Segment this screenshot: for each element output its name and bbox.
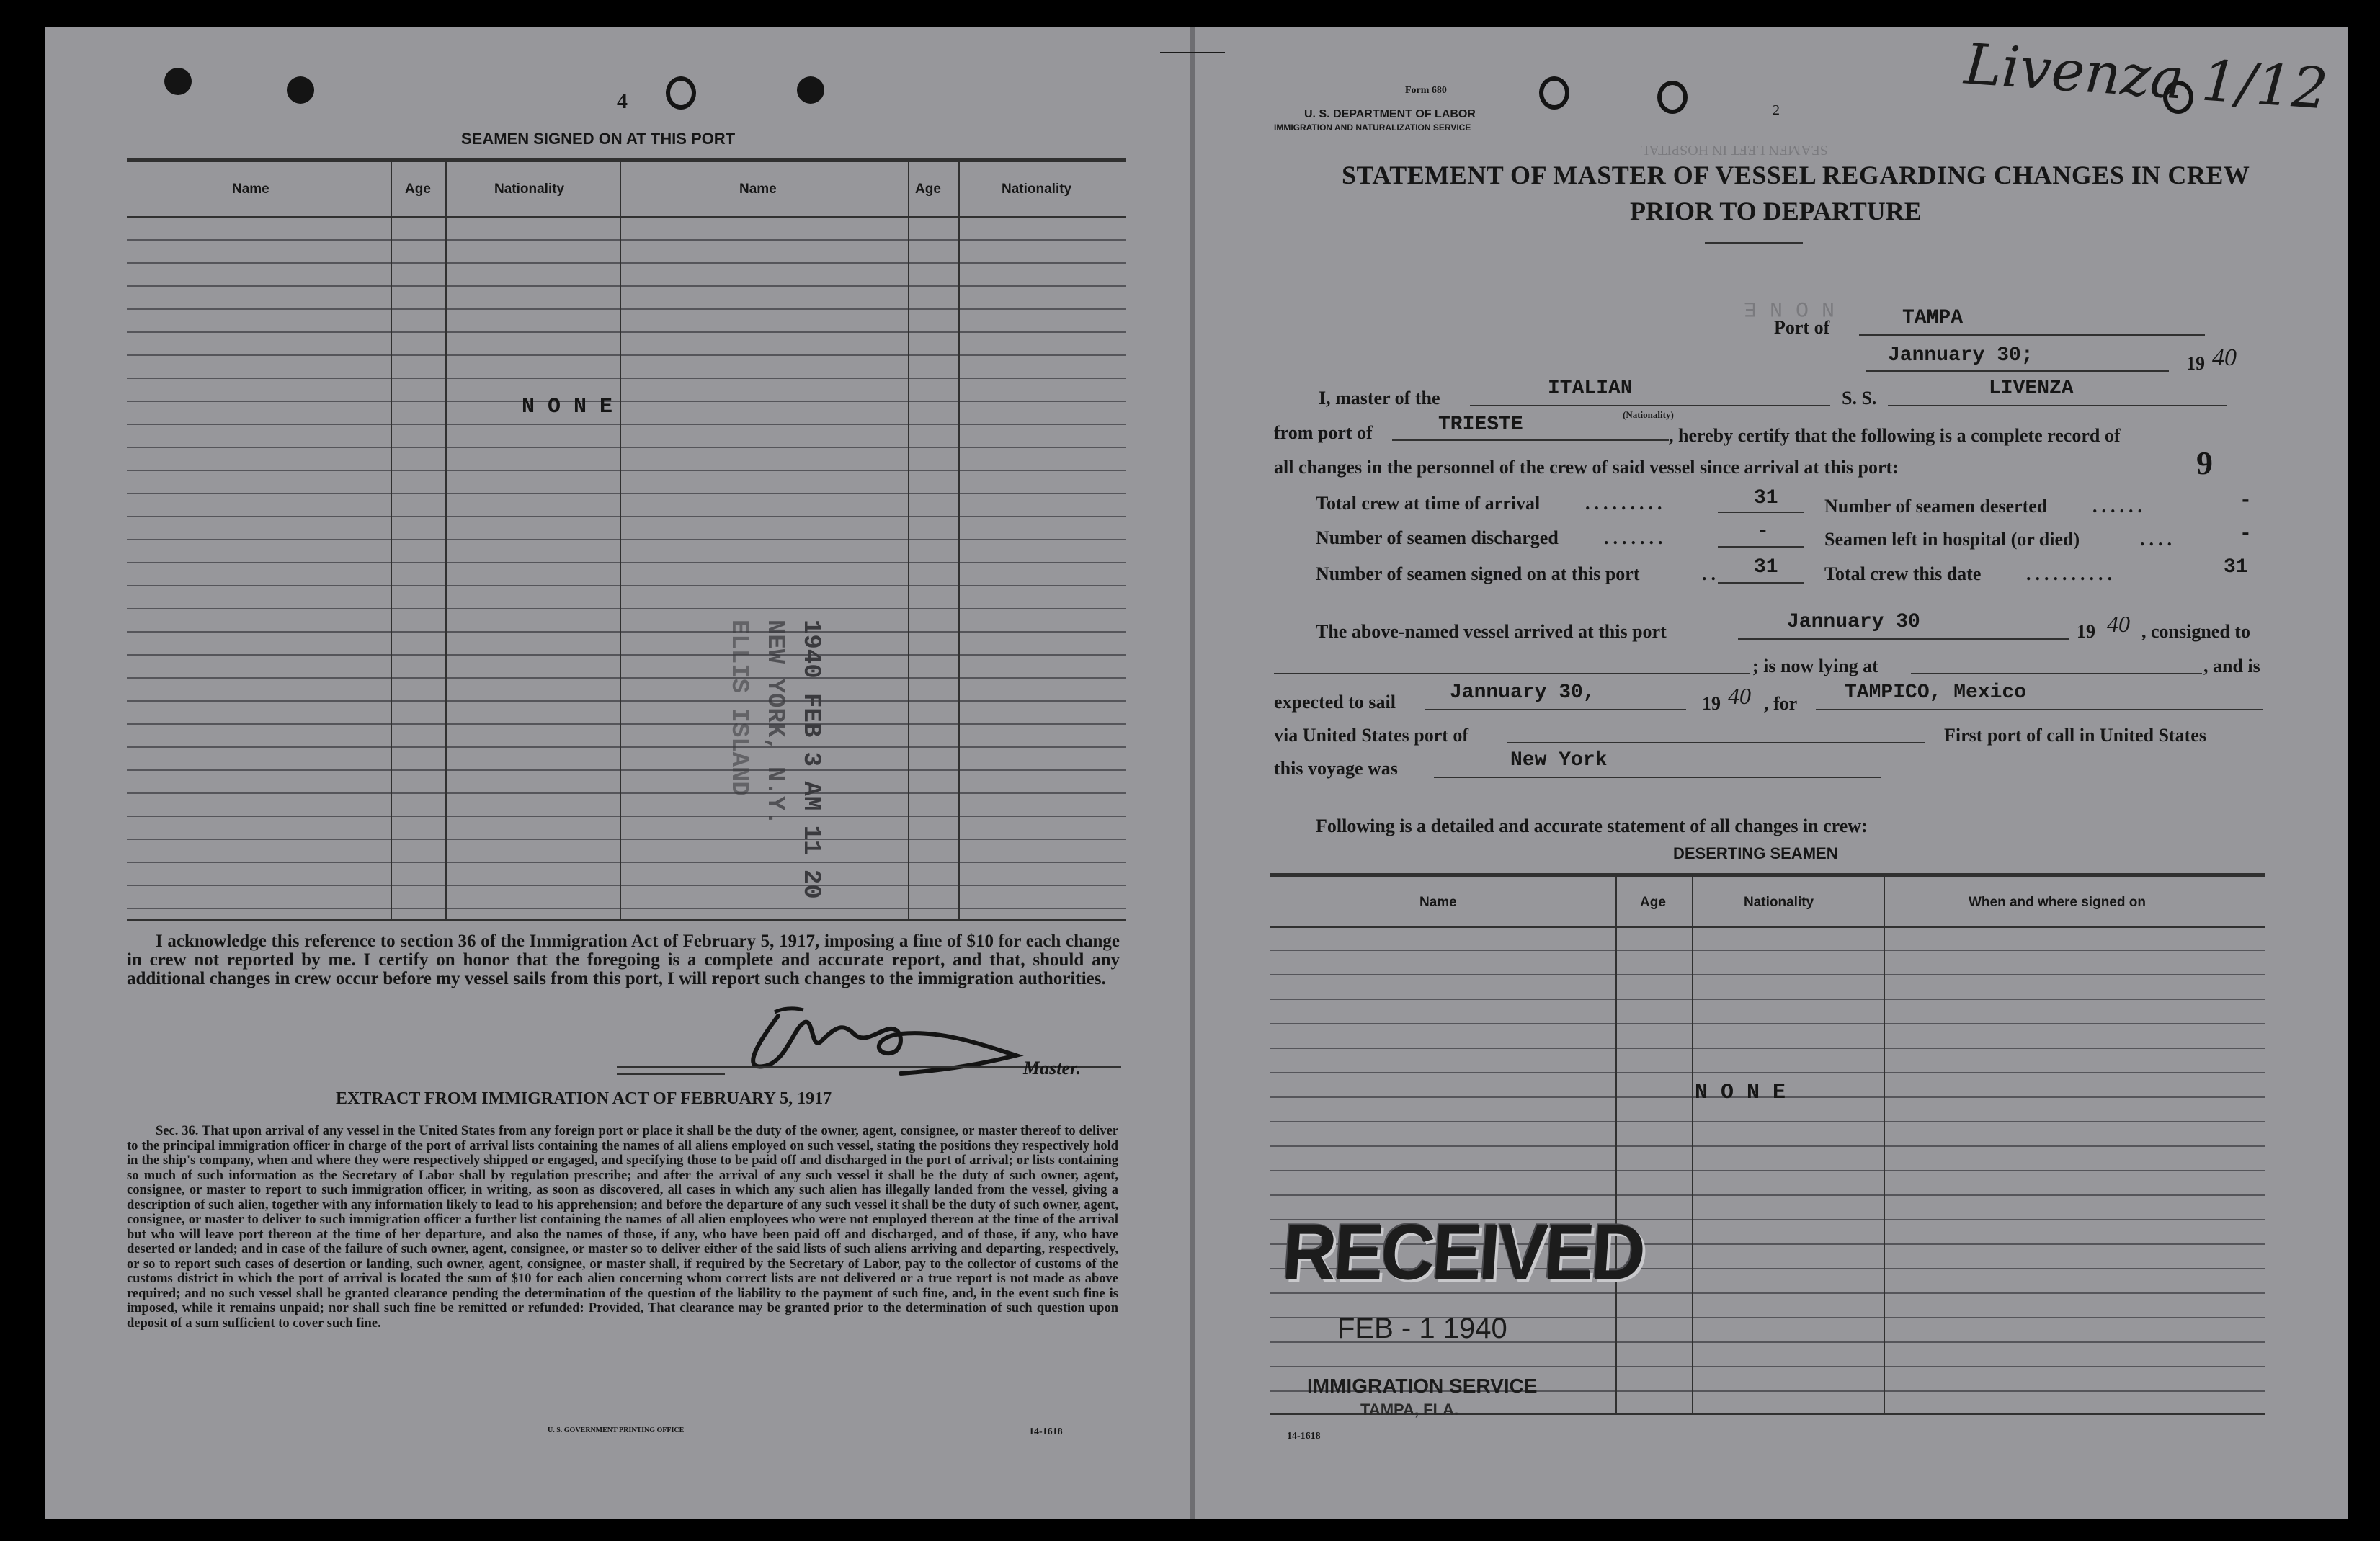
col-divider <box>620 160 621 919</box>
ruled-line <box>127 447 1126 448</box>
year-suffix: 40 <box>2212 344 2237 371</box>
title-underline <box>1705 242 1803 244</box>
certify-text-2: all changes in the personnel of the crew of said vessel since arrival at this port: <box>1274 457 1899 478</box>
via-line <box>1507 742 1925 743</box>
stat-hospital-value: - <box>2239 523 2252 545</box>
form-title: STATEMENT OF MASTER OF VESSEL REGARDING CHANGES IN CREW <box>1342 161 2250 189</box>
date-value: Jannuary 30; <box>1888 344 2033 367</box>
signature-line-2 <box>617 1073 725 1075</box>
arrived-date: Jannuary 30 <box>1787 611 1920 633</box>
service: IMMIGRATION AND NATURALIZATION SERVICE <box>1274 122 1471 133</box>
table-head-rule <box>127 216 1126 218</box>
ruled-line <box>1270 1121 2265 1122</box>
punch-hole <box>287 76 314 104</box>
ruled-line <box>127 816 1126 817</box>
page-number: 2 <box>1773 102 1780 118</box>
ruled-line <box>127 631 1126 633</box>
lying-at-line <box>1911 673 2202 674</box>
stat-line <box>1718 582 1804 584</box>
col-header-name: Name <box>232 182 269 197</box>
ruled-line <box>127 608 1126 609</box>
from-port-line <box>1392 439 1669 441</box>
ruled-line <box>127 401 1126 402</box>
extract-text: Sec. 36. That upon arrival of any vessel in the United States from any foreign port or place it shall be the duty of the owner, agent, consignee, or master thereof to deliver to the principal immigration officer in charge of the port of arrival lists containing the names of all aliens employed on such vessel, stating the positions they respectively hold in the ship's company, when and where they were respectively shipped or engaged, and specifying those to be paid off and discharged in the port of arrival; or lists containing so much of such information as the Secretary of Labor shall by regulation prescribe; and after the arrival of any such vessel it shall be the duty of such owner, agent, consignee, or master to report to such immigration officer, in writing, as soon as discovered, all cases in which any such alien has illegally landed from the vessel, giving a description of such alien, together with any information likely to lead to his apprehension; and before the departure of any such vessel it shall be the duty of such owner, agent, consignee, or master to deliver to such immigration officer a further list containing the names of all alien employees who were not employed thereon at the time of the arrival but who will leave port thereon at the time of her departure, and also the names of those, if any, who have been paid off and discharged, and of those, if any, who have deserted or landed; and in case of the failure of such owner, agent, consignee, or master so to deliver either of the said lists of such aliens arriving and departing, respectively, or so to report such cases of desertion or landing, such owner, agent, consignee, or master shall, if required by the Secretary of Labor, pay to the collector of customs of the customs district in which the port of arrival is located the sum of $10 for each alien concerning whom correct lists are not delivered or a true report is not made as above required; and no such vessel shall be granted clearance pending the determination of the question of the liability to the payment of such fine, and, in the event such fine is imposed, while it remains unpaid; nor shall such fine be remitted or refunded: Provided, That clearance may be granted prior to the determination of such question upon deposit of a sum sufficient to cover such fine. <box>127 1124 1118 1331</box>
ruled-line <box>127 285 1126 287</box>
show-through-entry: N O N E <box>1744 295 1835 320</box>
punch-hole <box>1539 76 1569 110</box>
ruled-line <box>1270 974 2265 975</box>
stat-discharged-value: - <box>1757 520 1769 542</box>
stamp-place: NEW YORK, N.Y. <box>761 620 788 826</box>
sail-date-line <box>1425 709 1686 710</box>
form-code: 14-1618 <box>1029 1426 1063 1437</box>
master-of-label: I, master of the <box>1319 388 1440 408</box>
col-header-nationality: Nationality <box>1744 895 1814 910</box>
dot-leader: .. <box>1702 563 1720 584</box>
ruled-line <box>127 354 1126 356</box>
ruled-line <box>1270 1194 2265 1196</box>
ruled-line <box>1270 1170 2265 1171</box>
extract-title: EXTRACT FROM IMMIGRATION ACT OF FEBRUARY 5, 1917 <box>336 1089 832 1108</box>
ruled-line <box>127 654 1126 656</box>
port-value: TAMPA <box>1902 307 1964 329</box>
via-label: via United States port of <box>1274 725 1469 746</box>
table-head-rule <box>1270 926 2265 928</box>
col-header-nationality: Nationality <box>494 182 565 197</box>
consigned-label: , consigned to <box>2141 621 2250 642</box>
ruled-line <box>127 239 1126 241</box>
stat-total-arrival-label: Total crew at time of arrival <box>1316 493 1541 514</box>
ruled-line <box>127 908 1126 909</box>
col-header-name: Name <box>1419 895 1457 910</box>
acknowledgment-text: I acknowledge this reference to section 36 of the Immigration Act of February 5, 1917, imposing a fine of $10 for each change in crew not reported by me. I certify on honor that the foregoing is a complete and accurate report, and that, should any additional changes in crew occur before my vessel sails from this port, I will report such changes to the immigration authorities. <box>127 932 1120 988</box>
none-entry: N O N E <box>1695 1081 1786 1105</box>
table-top-rule <box>1270 873 2265 877</box>
dot-leader: .... <box>2140 529 2176 550</box>
nationality-caption: (Nationality) <box>1623 409 1674 420</box>
ruled-line <box>127 308 1126 310</box>
dot-leader: ...... <box>2092 496 2147 517</box>
col-divider <box>445 160 447 919</box>
col-header-age: Age <box>915 182 941 197</box>
department: U. S. DEPARTMENT OF LABOR <box>1304 108 1476 120</box>
col-divider <box>908 160 909 919</box>
expected-label: expected to sail <box>1274 692 1396 713</box>
deserting-title: DESERTING SEAMEN <box>1673 844 1838 862</box>
port-line <box>1859 334 2205 336</box>
ss-label: S. S. <box>1842 388 1877 408</box>
col-header-name: Name <box>739 182 777 197</box>
from-port-value: TRIESTE <box>1438 414 1523 436</box>
sail-year-suffix: 40 <box>1728 683 1751 709</box>
following-text: Following is a detailed and accurate statement of all changes in crew: <box>1316 816 1868 836</box>
ruled-line <box>127 723 1126 725</box>
destination: TAMPICO, Mexico <box>1845 682 2027 704</box>
master-signature <box>735 1001 1038 1081</box>
col-divider <box>958 160 960 919</box>
port-label: Port of <box>1774 317 1830 338</box>
col-header-age: Age <box>1640 895 1666 910</box>
voyage-label: this voyage was <box>1274 758 1398 779</box>
punch-hole <box>164 68 192 95</box>
sail-year-prefix: 19 <box>1702 693 1721 714</box>
lying-at-label: ; is now lying at <box>1752 656 1878 676</box>
stat-total-arrival-value: 31 <box>1754 487 1778 509</box>
ruled-line <box>1270 1048 2265 1049</box>
ruled-line <box>127 677 1126 679</box>
ruled-line <box>127 539 1126 540</box>
punch-hole <box>797 76 824 104</box>
ruled-line <box>1270 950 2265 951</box>
ruled-line <box>127 746 1126 748</box>
stat-signed-on-value: 31 <box>1754 556 1778 579</box>
stat-line <box>1718 546 1804 548</box>
ruled-line <box>1270 1072 2265 1073</box>
col-header-age: Age <box>405 182 431 197</box>
dot-leader: ......... <box>1585 493 1667 514</box>
page-number: 4 <box>617 89 628 113</box>
form-subtitle: PRIOR TO DEPARTURE <box>1630 197 1922 225</box>
certify-text: , hereby certify that the following is a complete record of <box>1669 425 2121 446</box>
stamp-station: ELLIS ISLAND <box>725 620 752 796</box>
ruled-line <box>127 331 1126 333</box>
nationality-value: ITALIAN <box>1548 378 1633 400</box>
consignee-line <box>1274 673 1750 674</box>
form-code: 14-1618 <box>1287 1431 1321 1442</box>
arrived-year-suffix: 40 <box>2107 611 2130 637</box>
col-divider <box>1884 875 1885 1413</box>
stat-signed-on-label: Number of seamen signed on at this port <box>1316 563 1640 584</box>
vessel-value: LIVENZA <box>1989 378 2074 400</box>
stat-total-date-label: Total crew this date <box>1824 563 1982 584</box>
ruled-line <box>127 700 1126 702</box>
ruled-line <box>1270 1145 2265 1147</box>
none-entry: N O N E <box>522 395 613 419</box>
ruled-line <box>127 378 1126 379</box>
first-port-label: First port of call in United States <box>1944 725 2206 746</box>
ruled-line <box>127 470 1126 471</box>
stat-discharged-label: Number of seamen discharged <box>1316 527 1559 548</box>
table-bottom-rule <box>127 919 1126 921</box>
show-through-heading: SEAMEN LEFT IN HOSPITAL <box>1640 142 1828 158</box>
crop-mark <box>1160 52 1225 53</box>
ruled-line <box>127 839 1126 840</box>
section-title: SEAMEN SIGNED ON AT THIS PORT <box>461 130 736 148</box>
received-stamp <box>1279 1209 1646 1426</box>
ruled-line <box>1270 999 2265 1000</box>
handwritten-note: Livenza 1/12 <box>1962 32 2330 122</box>
received-date: FEB - 1 1940 <box>1337 1313 1507 1344</box>
handwritten-mark: 9 <box>2196 445 2213 481</box>
dot-leader: ....... <box>1604 527 1667 548</box>
punch-hole <box>1657 81 1688 114</box>
form-number: Form 680 <box>1405 85 1447 96</box>
ruled-line <box>127 493 1126 494</box>
arrived-line <box>1738 638 2069 640</box>
master-label: Master. <box>1023 1058 1082 1078</box>
for-label: , for <box>1764 693 1798 714</box>
destination-line <box>1816 709 2263 710</box>
sail-date: Jannuary 30, <box>1450 682 1595 704</box>
ruled-line <box>127 262 1126 264</box>
printer-line: U. S. GOVERNMENT PRINTING OFFICE <box>548 1426 685 1434</box>
ruled-line <box>127 424 1126 425</box>
ruled-line <box>127 516 1126 517</box>
col-divider <box>1615 875 1617 1413</box>
vessel-line <box>1888 405 2227 406</box>
dot-leader: .......... <box>2026 563 2116 584</box>
year-prefix: 19 <box>2186 353 2205 374</box>
ruled-line <box>127 562 1126 563</box>
table-top-rule <box>127 158 1126 162</box>
received-service: IMMIGRATION SERVICE <box>1307 1375 1538 1397</box>
ruled-line <box>1270 1023 2265 1024</box>
col-header-nationality: Nationality <box>1002 182 1072 197</box>
ruled-line <box>127 769 1126 771</box>
ruled-line <box>127 792 1126 794</box>
ruled-line <box>127 585 1126 586</box>
and-is-label: , and is <box>2203 656 2260 676</box>
col-divider <box>1692 875 1693 1413</box>
received-place: TAMPA, FLA. <box>1360 1401 1459 1419</box>
date-line <box>1866 370 2169 372</box>
stat-hospital-label: Seamen left in hospital (or died) <box>1824 529 2080 550</box>
stat-line <box>1718 512 1804 513</box>
received-word: RECEIVED <box>1279 1209 1646 1297</box>
ruled-line <box>127 862 1126 863</box>
voyage-line <box>1434 777 1881 778</box>
from-port-label: from port of <box>1274 422 1373 443</box>
col-header-signed-on: When and where signed on <box>1969 895 2146 910</box>
ruled-line <box>127 885 1126 886</box>
nationality-line <box>1470 405 1830 406</box>
col-divider <box>391 160 392 919</box>
first-port-value: New York <box>1510 749 1608 772</box>
punch-hole <box>666 76 696 110</box>
ellis-island-stamp <box>721 620 829 899</box>
stamp-date: 1940 FEB 3 AM 11 20 <box>797 620 824 899</box>
arrived-year-prefix: 19 <box>2077 621 2095 642</box>
stat-deserted-label: Number of seamen deserted <box>1824 496 2048 517</box>
arrived-label: The above-named vessel arrived at this port <box>1316 621 1667 642</box>
stat-total-date-value: 31 <box>2224 556 2248 579</box>
stat-deserted-value: - <box>2239 490 2252 512</box>
